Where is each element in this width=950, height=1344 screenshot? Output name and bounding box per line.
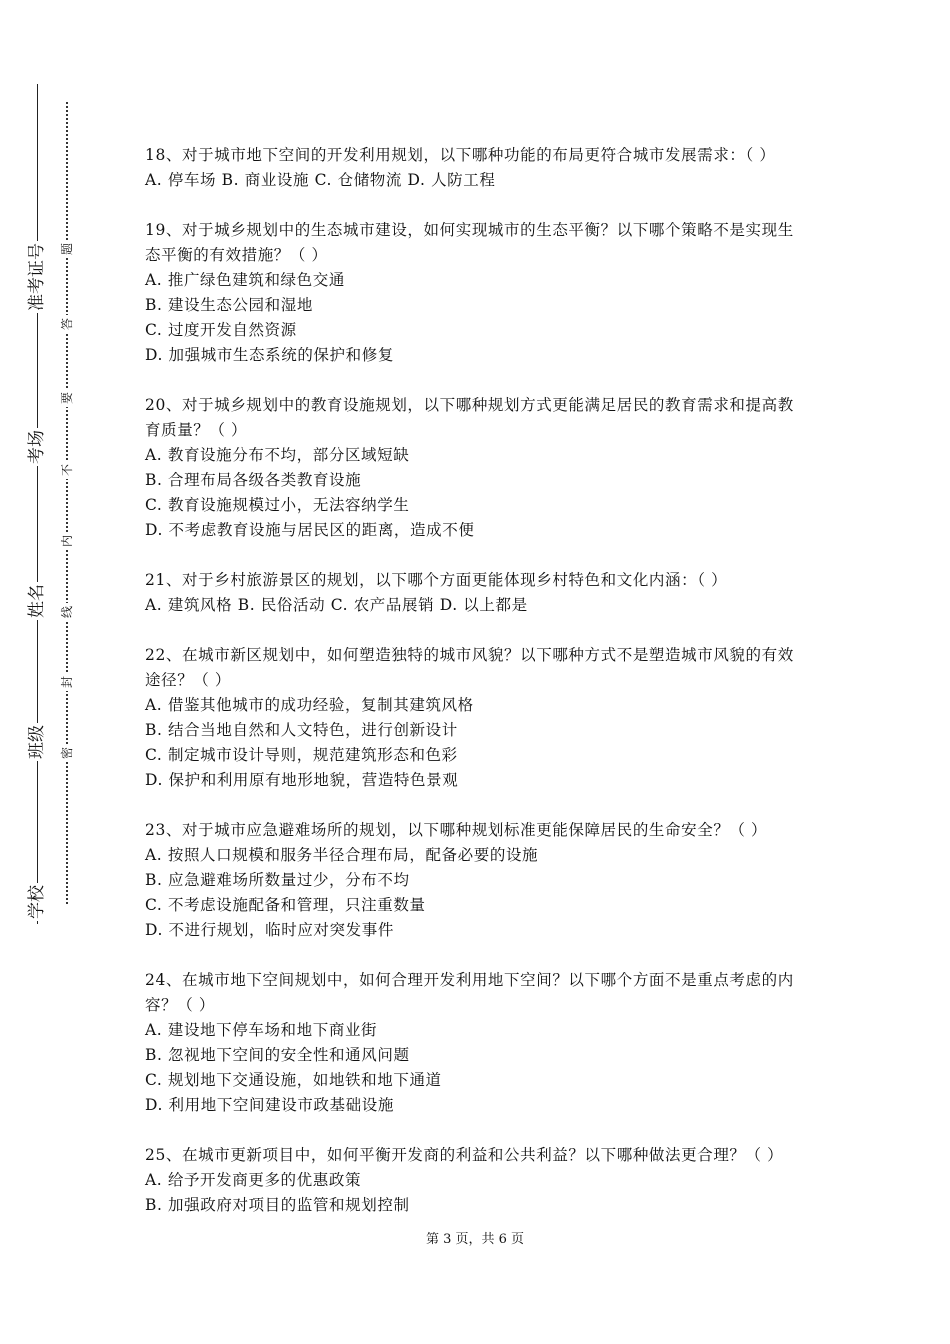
option-d: D. 利用地下空间建设市政基础设施	[145, 1096, 394, 1114]
question-stem: 21、对于乡村旅游景区的规划，以下哪个方面更能体现乡村特色和文化内涵：（ ）	[145, 571, 728, 589]
binding-solid-line	[37, 84, 38, 924]
question-21	[145, 568, 805, 618]
option-d: D. 不考虑教育设施与居民区的距离，造成不便	[145, 521, 475, 539]
question-18	[145, 143, 805, 193]
option-d: D. 不进行规划，临时应对突发事件	[145, 921, 394, 939]
question-list	[145, 143, 805, 1243]
option-a: A. 给予开发商更多的优惠政策	[145, 1171, 362, 1189]
question-stem: 23、对于城市应急避难场所的规划，以下哪种规划标准更能保障居民的生命安全？（ ）	[145, 821, 768, 839]
name-label: 姓名	[22, 590, 52, 620]
question-20	[145, 393, 805, 543]
seal-dotted-line	[66, 102, 68, 904]
option-b: B. 合理布局各级各类教育设施	[145, 471, 362, 489]
seal-char: 封	[58, 673, 76, 691]
seal-char: 密	[58, 744, 76, 762]
question-stem: 19、对于城乡规划中的生态城市建设，如何实现城市的生态平衡？以下哪个策略不是实现生态平衡的有效措施？（ ）	[145, 221, 794, 264]
question-stem: 20、对于城乡规划中的教育设施规划，以下哪种规划方式更能满足居民的教育需求和提高教育质量？（ ）	[145, 396, 794, 439]
seal-char: 内	[58, 532, 76, 550]
option-row: A. 建筑风格 B. 民俗活动 C. 农产品展销 D. 以上都是	[145, 596, 528, 614]
class-label: 班级	[22, 731, 52, 761]
option-c: C. 不考虑设施配备和管理，只注重数量	[145, 896, 426, 914]
option-a: A. 推广绿色建筑和绿色交通	[145, 271, 345, 289]
exam-id-label: 准考证号	[22, 283, 52, 313]
question-22	[145, 643, 805, 793]
option-b: B. 忽视地下空间的安全性和通风问题	[145, 1046, 410, 1064]
option-a: A. 按照人口规模和服务半径合理布局，配备必要的设施	[145, 846, 539, 864]
school-label: 学校	[22, 891, 52, 921]
question-24	[145, 968, 805, 1118]
question-25	[145, 1143, 805, 1218]
option-d: D. 加强城市生态系统的保护和修复	[145, 346, 394, 364]
option-a: A. 教育设施分布不均，部分区域短缺	[145, 446, 410, 464]
option-c: C. 教育设施规模过小，无法容纳学生	[145, 496, 410, 514]
question-stem: 18、对于城市地下空间的开发利用规划，以下哪种功能的布局更符合城市发展需求：（ ）	[145, 146, 776, 164]
option-c: C. 制定城市设计导则，规范建筑形态和色彩	[145, 746, 458, 764]
option-d: D. 保护和利用原有地形地貌，营造特色景观	[145, 771, 459, 789]
binding-margin	[0, 0, 90, 1344]
seal-char: 要	[58, 389, 76, 407]
seal-char: 不	[58, 461, 76, 479]
option-a: A. 借鉴其他城市的成功经验，复制其建筑风格	[145, 696, 474, 714]
page-number: 第 3 页，共 6 页	[425, 1232, 525, 1247]
seal-char: 答	[58, 315, 76, 333]
question-stem: 24、在城市地下空间规划中，如何合理开发利用地下空间？以下哪个方面不是重点考虑的内容？（ ）	[145, 971, 794, 1014]
option-b: B. 建设生态公园和湿地	[145, 296, 313, 314]
seal-char: 线	[58, 603, 76, 621]
question-stem: 22、在城市新区规划中，如何塑造独特的城市风貌？以下哪种方式不是塑造城市风貌的有效途径？（ ）	[145, 646, 794, 689]
option-b: B. 应急避难场所数量过少，分布不均	[145, 871, 410, 889]
option-row: A. 停车场 B. 商业设施 C. 仓储物流 D. 人防工程	[145, 171, 496, 189]
option-b: B. 结合当地自然和人文特色，进行创新设计	[145, 721, 458, 739]
option-c: C. 过度开发自然资源	[145, 321, 297, 339]
option-b: B. 加强政府对项目的监管和规划控制	[145, 1196, 410, 1214]
exam-room-label: 考场	[22, 436, 52, 466]
option-a: A. 建设地下停车场和地下商业街	[145, 1021, 378, 1039]
question-19	[145, 218, 805, 368]
seal-char: 题	[58, 240, 76, 258]
question-23	[145, 818, 805, 943]
option-c: C. 规划地下交通设施，如地铁和地下通道	[145, 1071, 442, 1089]
question-stem: 25、在城市更新项目中，如何平衡开发商的利益和公共利益？以下哪种做法更合理？（ ）	[145, 1146, 784, 1164]
